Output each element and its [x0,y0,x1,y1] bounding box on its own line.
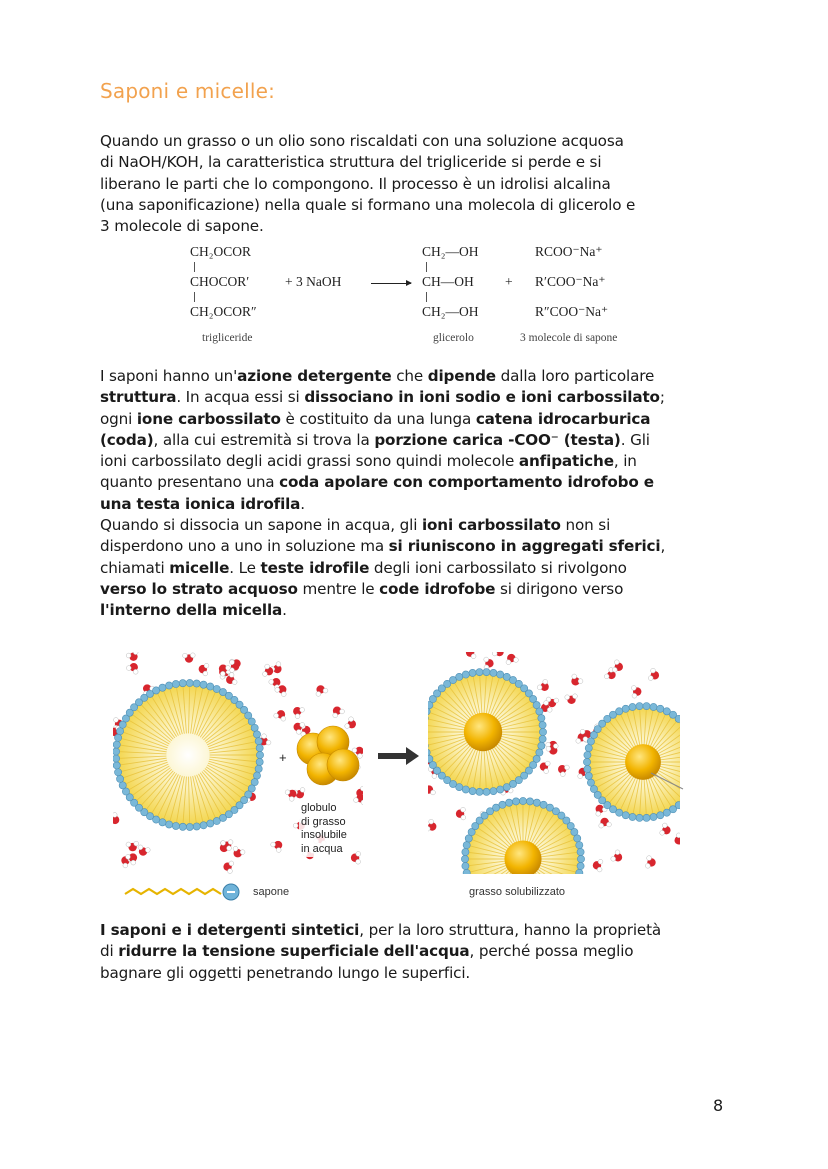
soap-line2: R′COO⁻Na⁺ [535,274,606,289]
water-molecule [425,819,436,831]
triglyceride-line1: CH₂OCOR [190,244,251,259]
micelle-empty [112,679,263,830]
water-molecule [316,685,328,696]
micelle [419,669,546,796]
text: mentre le [297,579,380,598]
globule-label [299,801,349,857]
paragraph-saponification [100,131,740,237]
water-molecule [540,761,550,773]
bold-text: ioni carbossilato [421,516,561,535]
section-title: Saponi e micelle: [100,79,276,103]
fat-droplet [464,713,502,751]
text: , perché possa meglio [469,942,634,961]
water-molecule [354,794,366,805]
soap-label: sapone [253,886,290,898]
text: che [391,367,428,385]
bold-text: dissociano in ioni sodio e ioni carbossilato [304,388,660,407]
page-number: 8 [713,1096,724,1115]
fat-droplet [625,744,661,780]
water-molecule [108,813,119,825]
reaction-arrow [371,283,411,284]
bold-text: ridurre la tensione superficiale [118,942,379,961]
water-molecule [262,664,273,676]
micelle-svg [103,637,685,910]
text: . [282,601,287,620]
water-molecule [674,833,685,845]
water-molecule [466,646,476,659]
text: è costituito da una lunga [280,409,476,428]
micelle-illustration [103,637,685,910]
label-soap: 3 molecole di sapone [520,332,618,344]
svg-text:+: + [279,750,287,765]
text: quanto presentano una [100,473,280,492]
glycerol-line2: CH—OH [422,274,474,289]
label-line: globulo [301,802,337,814]
bold-text: una testa ionica idrofila [100,494,301,513]
text: , per la loro struttura, hanno la proprietà [359,921,662,939]
water-molecule [631,686,641,699]
water-molecule [492,645,503,657]
bold-text: si riuniscono in aggregati sferici [388,537,661,556]
water-molecule [183,653,196,663]
water-molecule [593,859,603,872]
bond-line [194,262,195,272]
bold-text: ione carbossilato [136,409,281,428]
micelle [112,679,263,830]
bond-line [194,292,195,302]
reagent-naoh: + 3 NaOH [285,274,342,289]
water-molecule [233,846,245,857]
arrow-right-icon [378,747,419,765]
text-line: liberano le parti che lo compongono. Il processo è un idrolisi alcalina [100,174,611,193]
label-glycerol: glicerolo [433,332,474,344]
water-molecule [599,818,612,828]
fat-droplet [504,840,541,877]
solubilized-fat-label: grasso solubilizzato [469,886,565,898]
text-line: Quando un grasso o un olio sono riscaldati con una soluzione acquosa [100,132,624,150]
glycerol-line1: CH₂—OH [422,244,479,259]
bold-text: I saponi e i detergenti sintetici [100,921,360,939]
water-molecule [565,694,578,704]
water-molecule [571,674,583,685]
text: . Gli [620,430,650,449]
text: dalla loro particolare [495,367,655,385]
water-molecule [285,790,296,802]
paragraph-surface-tension [100,920,740,984]
plus-marker [279,750,287,765]
text: , alla cui estremità si trova la [153,430,375,449]
water-molecule [271,841,283,853]
bold-text: anfipatiche [518,452,614,471]
text: degli ioni carbossilato si rivolgono [369,558,627,577]
plus-sign: + [505,274,513,289]
water-molecule [423,785,436,795]
water-molecule [506,654,518,665]
bold-text: verso lo strato acquoso [100,579,298,598]
bond-line [426,262,427,272]
bold-text: porzione carica -COO⁻ (testa) [374,430,621,449]
label-line: in acqua [301,842,343,855]
water-molecule [126,663,138,674]
water-molecule [274,710,286,721]
text-line: di NaOH/KOH, la caratteristica struttura del trigliceride si perde e si [100,153,602,172]
water-molecule [345,717,356,729]
water-molecule [537,679,549,691]
water-molecule [456,807,466,820]
bold-text: l'interno della micella [100,601,283,620]
text: chiamati [100,558,170,577]
text: , [660,537,666,556]
water-molecule [126,841,139,851]
water-molecule [558,765,569,777]
soap-line3: R″COO⁻Na⁺ [535,304,609,319]
water-molecule [138,845,150,856]
water-molecule [126,650,138,661]
text: non si [560,516,611,535]
glycerol-line3: CH₂—OH [422,304,479,319]
text: , in [613,452,637,471]
text: Quando si dissocia un sapone in acqua, gli [100,516,422,535]
triglyceride-line3: CH₂OCOR″ [190,304,257,319]
soap-molecule-icon [125,884,239,900]
bold-text: teste idrofile [260,558,370,577]
water-molecule [648,668,659,680]
text: di [100,942,119,961]
water-molecule [199,663,209,676]
text: disperdono uno a uno in soluzione ma [100,537,389,556]
text-line: (una saponificazione) nella quale si formano una molecola di glicerolo e [100,195,636,214]
text: bagnare gli oggetti penetrando lungo le superfici. [100,963,471,982]
text: ioni carbossilato degli acidi grassi sono quindi molecole [100,452,519,471]
bold-text: dipende [427,367,496,385]
soap-line1: RCOO⁻Na⁺ [535,244,603,259]
water-molecule [293,707,304,719]
micelle [583,703,685,822]
water-molecule [223,861,233,874]
text: . Le [229,558,261,577]
water-molecule [611,850,622,862]
paragraph-detergent-action [100,366,740,622]
water-molecule [645,856,655,869]
text: . In acqua essi si [176,388,305,407]
text: . [300,494,305,513]
water-molecule [484,657,494,670]
text: I saponi hanno un' [100,367,238,385]
water-molecule [351,852,361,865]
bold-text: (coda) [100,430,154,449]
water-molecule [660,823,671,835]
triglyceride-line2: CHOCOR′ [190,274,250,289]
bold-text: dell'acqua [383,942,470,961]
text: si dirigono verso [495,579,624,598]
label-line: di grasso [301,815,346,828]
label-triglyceride: trigliceride [202,332,253,344]
bold-text: catena idrocarburica [475,409,651,428]
bold-text: micelle [169,558,230,577]
label-line: insolubile [301,829,347,841]
text-line: 3 molecole di sapone. [100,217,264,236]
water-molecule [333,707,345,718]
text: ogni [100,409,137,428]
bold-text: struttura [100,388,177,407]
text: ; [659,388,665,407]
bold-text: coda apolare con comportamento idrofobo e [279,473,654,492]
bond-line [426,292,427,302]
water-molecule [612,660,623,672]
bold-text: code idrofobe [379,579,496,598]
saponification-reaction [190,244,650,352]
fat-globule [297,726,359,785]
bold-text: azione detergente [237,367,392,385]
